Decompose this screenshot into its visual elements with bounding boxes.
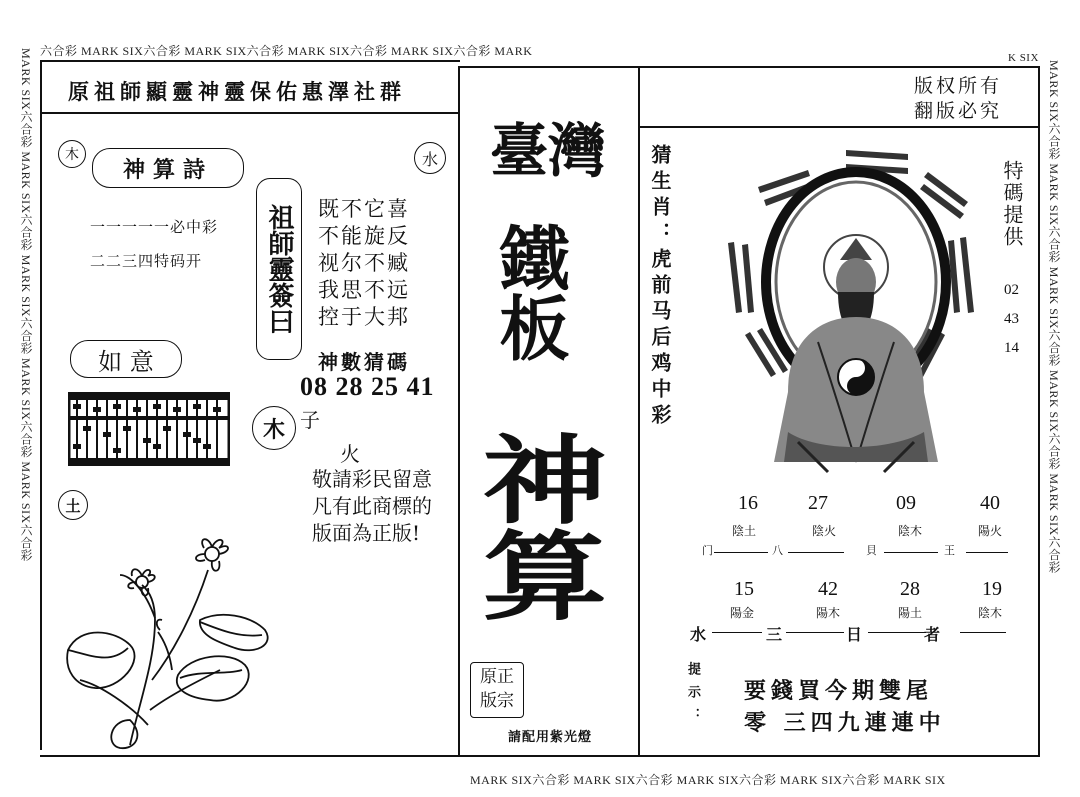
hint-line-1: 要錢買今期雙尾	[744, 678, 934, 704]
poem-line-2: 二二三四特码开	[90, 252, 203, 270]
row2-attr: 陽土	[898, 606, 923, 620]
row1-rule	[714, 552, 768, 553]
row1-sep: 王	[944, 544, 955, 557]
notice	[312, 466, 432, 547]
oracle-poem-line: 不能旋反	[318, 224, 410, 248]
stamp-line: 版宗	[480, 691, 514, 711]
row2-number: 15	[734, 578, 754, 600]
watermark-bottom: MARK SIX六合彩 MARK SIX六合彩 MARK SIX六合彩 MARK SIX六合彩 MARK SIX	[470, 773, 946, 787]
row1-attr: 陽火	[978, 524, 1003, 538]
row2-rule	[868, 632, 926, 633]
authentic-stamp	[470, 662, 524, 718]
row2-attr: 陰木	[978, 606, 1003, 620]
frame-top-left	[40, 60, 460, 62]
guess-zodiac: 猜生肖：虎前马后鸡中彩	[648, 144, 672, 430]
row2-attr: 陽金	[730, 606, 755, 620]
poem-line-1: 一一一一一必中彩	[90, 218, 219, 236]
row2-sep: 水	[690, 625, 707, 644]
row1-rule	[966, 552, 1008, 553]
center-border-right	[638, 66, 640, 756]
row1-rule	[788, 552, 844, 553]
copyright-line: 版权所有	[914, 75, 1003, 97]
row2-number: 42	[818, 578, 838, 600]
row2-number: 19	[982, 578, 1002, 600]
hint-line-2: 零 三四九連連中	[744, 710, 946, 736]
number-label: 神數猜碼	[318, 350, 410, 374]
zi-label: 子	[300, 408, 320, 432]
watermark-top: 六合彩 MARK SIX六合彩 MARK SIX六合彩 MARK SIX六合彩 MARK SIX六合彩 MARK	[40, 44, 533, 58]
element-wood-mid: 木	[252, 406, 296, 450]
row2-attr: 陽木	[816, 606, 841, 620]
title-shensuan: 神算	[462, 430, 610, 622]
row1-attr: 陰木	[898, 524, 923, 538]
row2-rule	[786, 632, 844, 633]
flower-illustration	[60, 530, 290, 750]
watermark-right: MARK SIX六合彩 MARK SIX六合彩 MARK SIX六合彩 MARK SIX六合彩 MARK SIX六合彩	[1047, 60, 1061, 574]
ruyi-label: 如 意	[98, 347, 154, 376]
notice-line: 版面為正版!	[312, 521, 421, 545]
row2-sep: 三	[766, 625, 783, 644]
element-earth: 土	[58, 490, 88, 520]
special-number: 02	[1004, 282, 1019, 298]
frame-right	[1038, 66, 1040, 756]
oracle-poem-line: 既不它喜	[318, 197, 410, 221]
notice-line: 凡有此商標的	[312, 494, 432, 518]
frame-bottom	[40, 755, 1040, 757]
oracle-poem-line: 控于大邦	[318, 305, 410, 329]
oracle-poem-line: 我思不远	[318, 278, 410, 302]
watermark-ksix: K SIX	[1008, 52, 1039, 64]
hint-label: 提示：	[685, 662, 700, 731]
title-tieban: 鐵板	[488, 222, 571, 362]
special-code-label: 特碼提供	[1000, 160, 1024, 248]
special-number: 14	[1004, 340, 1019, 356]
stamp-line: 原正	[480, 667, 514, 687]
row1-number: 09	[896, 492, 916, 514]
row2-rule	[960, 632, 1006, 633]
row2-sep: 日	[846, 625, 863, 644]
poem-title-box	[92, 148, 244, 188]
watermark-left: MARK SIX六合彩 MARK SIX六合彩 MARK SIX六合彩 MARK SIX六合彩 MARK SIX六合彩	[19, 48, 33, 562]
element-water-top-right: 水	[414, 142, 446, 174]
abacus-icon	[68, 392, 230, 466]
header-divider	[40, 112, 460, 114]
copyright-line: 翻版必究	[914, 100, 1003, 122]
row1-sep: 门	[702, 544, 713, 557]
frame-left	[40, 60, 42, 750]
row1-sep: 八	[772, 544, 783, 557]
notice-line: 敬請彩民留意	[312, 467, 432, 491]
row1-sep: 貝	[866, 544, 877, 557]
lucky-numbers: 08 28 25 41	[300, 372, 435, 401]
element-wood-top-left: 木	[58, 140, 86, 168]
row1-attr: 陰火	[812, 524, 837, 538]
row1-number: 16	[738, 492, 758, 514]
center-footer: 請配用紫光燈	[508, 730, 593, 745]
special-number: 43	[1004, 311, 1019, 327]
row1-number: 40	[980, 492, 1000, 514]
row2-sep: 者	[924, 625, 941, 644]
right-header-divider	[640, 126, 1040, 128]
special-numbers	[1004, 276, 1019, 363]
left-header: 原祖師顯靈神靈保佑惠澤社群	[68, 79, 406, 104]
poem-title: 神算詩	[122, 156, 213, 183]
row1-number: 27	[808, 492, 828, 514]
center-border-top	[458, 66, 640, 68]
deity-bagua-illustration	[728, 142, 978, 482]
huo-label: 火	[340, 442, 360, 466]
center-border-left	[458, 66, 460, 756]
row2-rule	[712, 632, 762, 633]
oracle-poem-line: 视尔不臧	[318, 251, 410, 275]
title-taiwan: 臺灣	[489, 117, 606, 185]
copyright	[914, 74, 1002, 124]
row1-attr: 陰土	[732, 524, 757, 538]
oracle-label: 祖師靈簽曰	[256, 178, 302, 360]
row2-number: 28	[900, 578, 920, 600]
oracle-poem	[318, 196, 410, 331]
ruyi-box	[70, 340, 182, 378]
frame-top-right	[640, 66, 1040, 68]
row1-rule	[884, 552, 938, 553]
